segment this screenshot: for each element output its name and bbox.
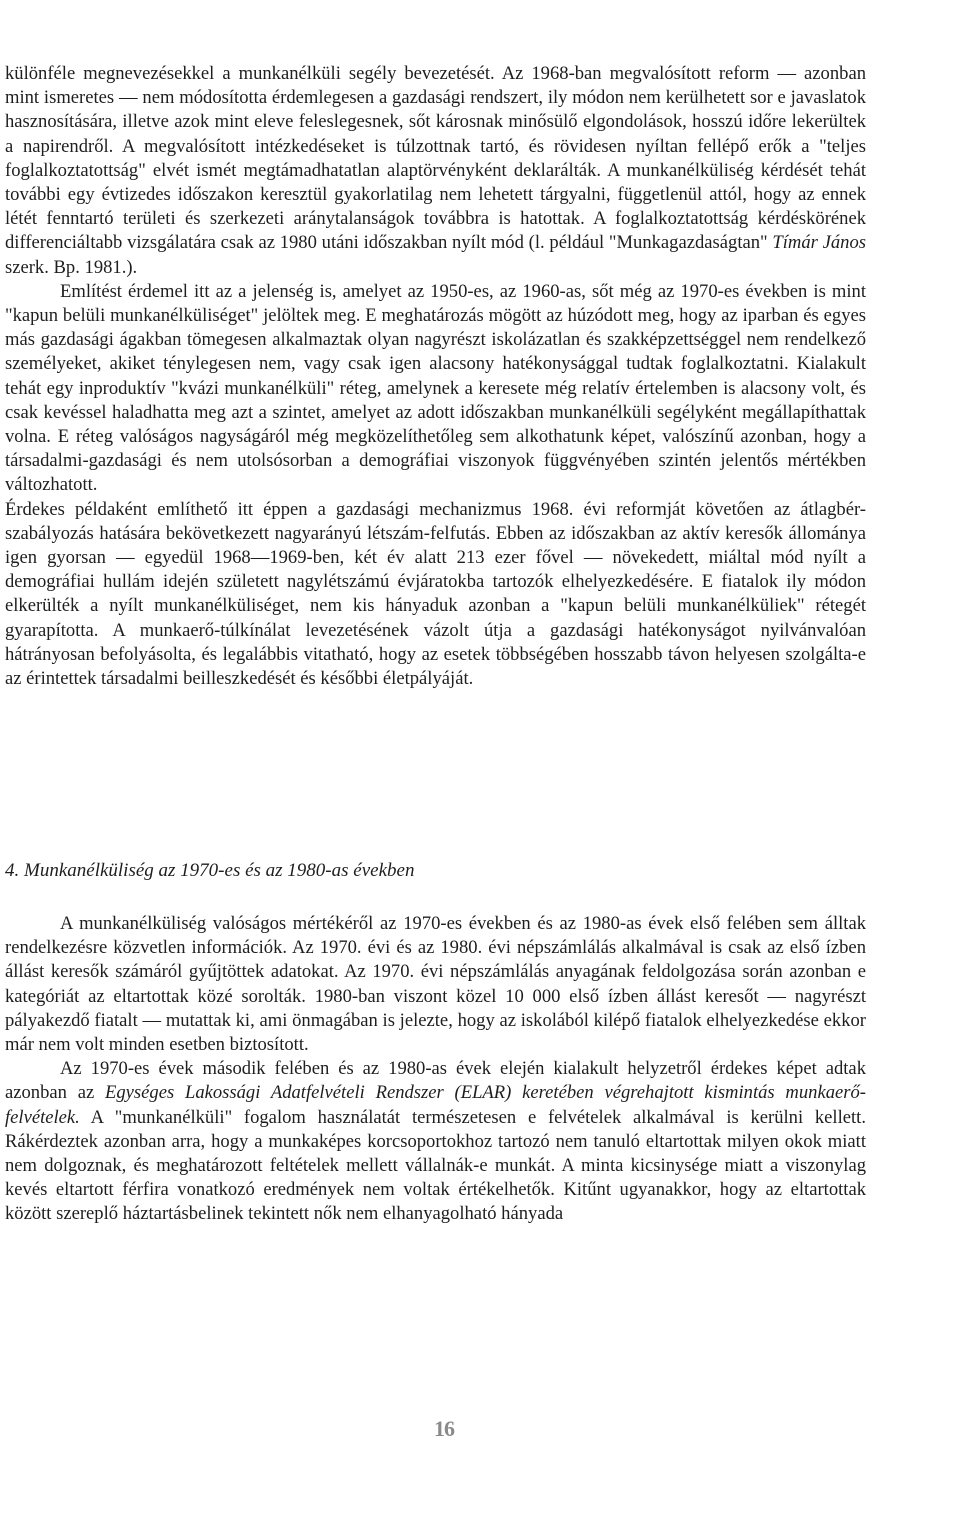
section-heading: 4. Munkanélküliség az 1970-es és az 1980-as években bbox=[5, 860, 415, 881]
section-2-text bbox=[5, 912, 866, 1227]
author-name: Tímár János bbox=[772, 232, 866, 254]
paragraph-1: különféle megnevezésekkel a munkanélküli segély bevezetését. Az 1968-ban megvalósított reform — azonban mint ismeretes — nem módosította érdemlegesen a gazdasági rendszert, ily módon nem kerülhetett sor e javaslatok hasznosítására, illetve azok mint eleve feleslegesnek, sőt károsnak minősülő elgondolások, hosszú időre lekerültek a napirendről. A megvalósított intézkedéseket is túlzottnak tartó, és rövidesen nyíltan fellépő erők a "teljes foglalkoztatottság" elvét ismét megtámadhatatlan alaptörvényként deklarálták. A munkanélküliség kérdését tehát további egy évtizedes időszakon keresztül gyakorlatilag nem lehetett tárgyalni, függetlenül attól, hogy az ennek létét fenntartó területi és szerkezeti aránytalanságok továbbra is hatottak. A foglalkoztatottság kérdéskörének differenciáltabb vizsgálatára csak az 1980 utáni időszakban nyílt mód (l. például "Munkagazdaságtan" Tímár János szerk. Bp. 1981.). bbox=[5, 63, 866, 278]
section-1-text bbox=[5, 62, 866, 691]
paragraph-5: Az 1970-es évek második felében és az 1980-as évek elején kialakult helyzetről érdekes képet adtak azonban az Egységes Lakossági Adatfelvételi Rendszer (ELAR) keretében végrehajtott kismintás munkaerő-felvételek. A "munkanélküli" fogalom használatát természetesen e felvételek alkalmával is kerülni kellett. Rákérdeztek azonban arra, hogy a munkaképes korcsoportokhoz tartozó nem tanuló eltartottak milyen okok miatt nem dolgoznak, és meghatározott feltételek mellett vállalnák-e munkát. A minta kicsinysége miatt a viszonylag kevés eltartott férfira vonatkozó eredmények nem voltak értékelhetők. Kitűnt ugyanakkor, hogy az eltartottak között szereplő háztartásbelinek tekintett nők nem elhanyagolható hányada bbox=[5, 1058, 866, 1225]
page-number: 16 bbox=[434, 1416, 454, 1441]
paragraph-2: Említést érdemel itt az a jelenség is, amelyet az 1950-es, az 1960-as, sőt még az 1970-es években is mint "kapun belüli munkanélküliséget" jelöltek meg. E meghatározás mögött az húzódott meg, hogy az iparban és egyes más gazdasági ágakban tömegesen alkalmaztak olyan nagyrészt iskolázatlan és szakképzettséggel nem rendelkező személyeket, akiket ténylegesen nem, vagy csak igen alacsony hatékonysággal tudtak foglalkoztatni. Kialakult tehát egy inproduktív "kvázi munkanélküli" réteg, amelynek a keresete még relatív értelemben is alacsony volt, és csak kevéssel haladhatta meg azt a szintet, amelyet az adott időszakban munkanélküli segélyként megállapíthattak volna. E réteg valóságos nagyságáról még megközelíthetőleg sem alkothatunk képet, valószínű azonban, hogy a társadalmi-gazdasági és nem utolsósorban a demográfiai viszonyok függvényében szintén jelentős mértékben változhatott. bbox=[5, 280, 866, 496]
paragraph-3: Érdekes példaként említhető itt éppen a gazdasági mechanizmus 1968. évi reformját követően az átlagbér-szabályozás hatására bekövetkezett nagyarányú létszám-felfutás. Ebben az időszakban az aktív keresők állománya igen gyorsan — egyedül 1968—1969-ben, két év alatt 213 ezer fővel — növekedett, miáltal mód nyílt a demográfiai hullám idején született nagylétszámú évjáratokba tartozók elhelyezkedésére. E fiatalok ily módon elkerülték a nyílt munkanélküliséget, nem kis hányaduk azonban a "kapun belüli munkanélküliek" rétegét gyarapította. A munkaerő-túlkínálat levezetésének vázolt útja a gazdasági hatékonyságot nyilvánvalóan hátrányosan befolyásolta, és legalábbis vitatható, hogy az esetek többségében hosszabb távon helyesen szolgálta-e az érintettek társadalmi beilleszkedését és későbbi életpályáját. bbox=[5, 498, 866, 690]
elar-reference: Egységes Lakossági Adatfelvételi Rendszer (ELAR) keretében végrehajtott kismintás munkaerő-felvételek. bbox=[5, 1082, 866, 1128]
paragraph-4: A munkanélküliség valóságos mértékéről az 1970-es években és az 1980-as évek első felében sem álltak rendelkezésre közvetlen információk. Az 1970. évi és az 1980. évi népszámlálás alkalmával is csak az első ízben állást keresők számáról gyűjtöttek adatokat. Az 1970. évi népszámlálás anyagának feldolgozása során azonban e kategóriát az eltartottak közé sorolták. 1980-ban viszont közel 10 000 első ízben állást keresőt — nagyrészt pályakezdő fiatalt — mutattak ki, ami önmagában is jelezte, hogy az iskolából kilépő fiatalok elhelyezkedése ekkor már nem volt minden esetben biztosított. bbox=[5, 913, 866, 1056]
